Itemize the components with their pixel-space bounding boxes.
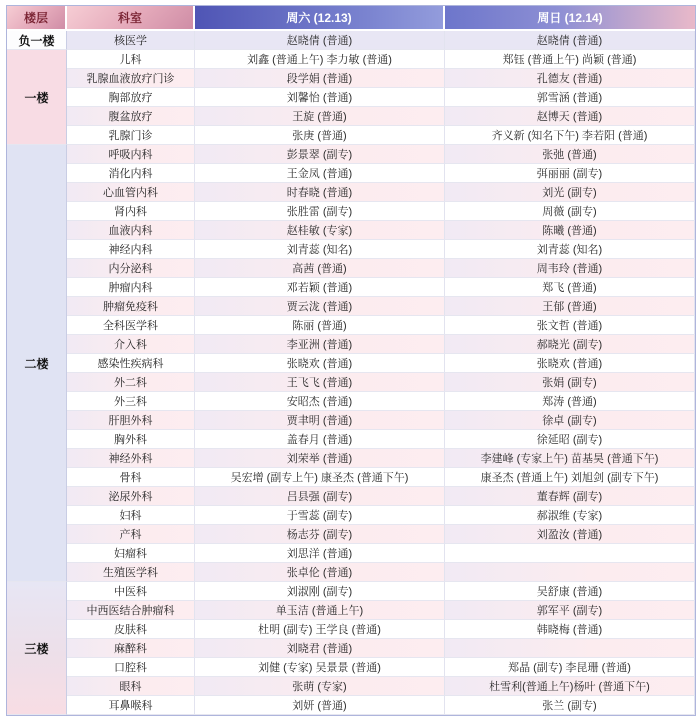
saturday-cell: 刘淑刚 (副专) xyxy=(195,582,445,601)
schedule-row xyxy=(7,69,695,88)
department-cell: 生殖医学科 xyxy=(67,563,195,582)
sunday-cell xyxy=(445,544,695,563)
saturday-cell: 张胜雷 (副专) xyxy=(195,202,445,221)
schedule-row xyxy=(7,259,695,278)
department-cell: 腹盆放疗 xyxy=(67,107,195,126)
sunday-cell: 赵博天 (普通) xyxy=(445,107,695,126)
saturday-cell: 刘荣举 (普通) xyxy=(195,449,445,468)
sunday-cell: 刘青蕊 (知名) xyxy=(445,240,695,259)
schedule-row xyxy=(7,240,695,259)
schedule-row xyxy=(7,658,695,677)
sunday-cell: 王郁 (普通) xyxy=(445,297,695,316)
schedule-row xyxy=(7,525,695,544)
saturday-cell: 段学娟 (普通) xyxy=(195,69,445,88)
department-cell: 心血管内科 xyxy=(67,183,195,202)
sunday-cell: 徐延昭 (副专) xyxy=(445,430,695,449)
sunday-cell xyxy=(445,639,695,658)
sunday-cell: 郑晶 (副专) 李昆珊 (普通) xyxy=(445,658,695,677)
schedule-row xyxy=(7,31,695,50)
schedule-row xyxy=(7,430,695,449)
sunday-cell: 孔德友 (普通) xyxy=(445,69,695,88)
sunday-cell: 郭雪涵 (普通) xyxy=(445,88,695,107)
saturday-cell: 王金凤 (普通) xyxy=(195,164,445,183)
sunday-cell: 郑涛 (普通) xyxy=(445,392,695,411)
schedule-row xyxy=(7,544,695,563)
floor-cell: 一楼 xyxy=(7,50,67,145)
schedule-row xyxy=(7,468,695,487)
sunday-cell: 张娟 (副专) xyxy=(445,373,695,392)
header-department: 科室 xyxy=(67,6,195,31)
saturday-cell: 赵晓倩 (普通) xyxy=(195,31,445,50)
saturday-cell: 邓若颖 (普通) xyxy=(195,278,445,297)
sunday-cell: 刘盈汝 (普通) xyxy=(445,525,695,544)
saturday-cell: 刘青蕊 (知名) xyxy=(195,240,445,259)
header-saturday: 周六 (12.13) xyxy=(195,6,445,31)
schedule-row xyxy=(7,620,695,639)
department-cell: 皮肤科 xyxy=(67,620,195,639)
sunday-cell: 韩晓梅 (普通) xyxy=(445,620,695,639)
schedule-row xyxy=(7,487,695,506)
schedule-row xyxy=(7,183,695,202)
department-cell: 妇科 xyxy=(67,506,195,525)
saturday-cell: 于雪蕊 (副专) xyxy=(195,506,445,525)
department-cell: 麻醉科 xyxy=(67,639,195,658)
department-cell: 中医科 xyxy=(67,582,195,601)
department-cell: 眼科 xyxy=(67,677,195,696)
sunday-cell: 郑钰 (普通上午) 尚颖 (普通) xyxy=(445,50,695,69)
saturday-cell: 杨志芬 (副专) xyxy=(195,525,445,544)
schedule-row xyxy=(7,373,695,392)
schedule-row xyxy=(7,126,695,145)
header-sunday: 周日 (12.14) xyxy=(445,6,695,31)
schedule-row xyxy=(7,297,695,316)
department-cell: 神经内科 xyxy=(67,240,195,259)
schedule-row xyxy=(7,639,695,658)
schedule-row xyxy=(7,88,695,107)
department-cell: 外三科 xyxy=(67,392,195,411)
sunday-cell: 董春辉 (副专) xyxy=(445,487,695,506)
schedule-row xyxy=(7,506,695,525)
floor-cell: 三楼 xyxy=(7,582,67,715)
department-cell: 神经外科 xyxy=(67,449,195,468)
saturday-cell: 吕县强 (副专) xyxy=(195,487,445,506)
sunday-cell: 张晓欢 (普通) xyxy=(445,354,695,373)
schedule-row xyxy=(7,107,695,126)
sunday-cell: 李建峰 (专家上午) 苗基昊 (普通下午) xyxy=(445,449,695,468)
sunday-cell: 郑飞 (普通) xyxy=(445,278,695,297)
schedule-row xyxy=(7,563,695,582)
department-cell: 介入科 xyxy=(67,335,195,354)
schedule-row xyxy=(7,696,695,715)
schedule-row xyxy=(7,278,695,297)
department-cell: 全科医学科 xyxy=(67,316,195,335)
sunday-cell: 张弛 (普通) xyxy=(445,145,695,164)
sunday-cell: 郭军平 (副专) xyxy=(445,601,695,620)
schedule-row xyxy=(7,202,695,221)
schedule-row xyxy=(7,582,695,601)
sunday-cell: 张文哲 (普通) xyxy=(445,316,695,335)
department-cell: 消化内科 xyxy=(67,164,195,183)
department-cell: 骨科 xyxy=(67,468,195,487)
saturday-cell: 刘鑫 (普通上午) 李力敏 (普通) xyxy=(195,50,445,69)
schedule-row xyxy=(7,164,695,183)
department-cell: 乳腺血液放疗门诊 xyxy=(67,69,195,88)
saturday-cell: 张晓欢 (普通) xyxy=(195,354,445,373)
sunday-cell: 陈曦 (普通) xyxy=(445,221,695,240)
department-cell: 产科 xyxy=(67,525,195,544)
schedule-table xyxy=(6,5,696,716)
saturday-cell: 贾聿明 (普通) xyxy=(195,411,445,430)
saturday-cell: 安昭杰 (普通) xyxy=(195,392,445,411)
saturday-cell: 王旋 (普通) xyxy=(195,107,445,126)
sunday-cell: 郝晓光 (副专) xyxy=(445,335,695,354)
saturday-cell: 刘妍 (普通) xyxy=(195,696,445,715)
schedule-row xyxy=(7,601,695,620)
saturday-cell: 时春晓 (普通) xyxy=(195,183,445,202)
saturday-cell: 贾云泷 (普通) xyxy=(195,297,445,316)
schedule-row xyxy=(7,50,695,69)
schedule-row xyxy=(7,354,695,373)
saturday-cell: 杜明 (副专) 王学良 (普通) xyxy=(195,620,445,639)
department-cell: 口腔科 xyxy=(67,658,195,677)
department-cell: 乳腺门诊 xyxy=(67,126,195,145)
saturday-cell: 刘健 (专家) 吴景景 (普通) xyxy=(195,658,445,677)
schedule-row xyxy=(7,221,695,240)
schedule-row xyxy=(7,316,695,335)
saturday-cell: 陈丽 (普通) xyxy=(195,316,445,335)
schedule-table-body xyxy=(7,31,695,715)
department-cell: 妇瘤科 xyxy=(67,544,195,563)
header-floor: 楼层 xyxy=(7,6,67,31)
department-cell: 泌尿外科 xyxy=(67,487,195,506)
saturday-cell: 王飞飞 (普通) xyxy=(195,373,445,392)
saturday-cell: 刘晓君 (普通) xyxy=(195,639,445,658)
header-row xyxy=(7,6,695,31)
department-cell: 内分泌科 xyxy=(67,259,195,278)
saturday-cell: 刘馨怡 (普通) xyxy=(195,88,445,107)
department-cell: 胸部放疗 xyxy=(67,88,195,107)
sunday-cell: 周薇 (副专) xyxy=(445,202,695,221)
schedule-row xyxy=(7,449,695,468)
sunday-cell: 周韦玲 (普通) xyxy=(445,259,695,278)
sunday-cell: 吴舒康 (普通) xyxy=(445,582,695,601)
saturday-cell: 刘思洋 (普通) xyxy=(195,544,445,563)
sunday-cell: 徐卓 (副专) xyxy=(445,411,695,430)
schedule-row xyxy=(7,392,695,411)
sunday-cell: 弭丽丽 (副专) xyxy=(445,164,695,183)
schedule-row xyxy=(7,411,695,430)
schedule-row xyxy=(7,335,695,354)
department-cell: 耳鼻喉科 xyxy=(67,696,195,715)
department-cell: 感染性疾病科 xyxy=(67,354,195,373)
department-cell: 肿瘤免疫科 xyxy=(67,297,195,316)
department-cell: 肝胆外科 xyxy=(67,411,195,430)
schedule-row xyxy=(7,145,695,164)
department-cell: 核医学 xyxy=(67,31,195,50)
sunday-cell: 郝淑维 (专家) xyxy=(445,506,695,525)
sunday-cell: 张兰 (副专) xyxy=(445,696,695,715)
department-cell: 儿科 xyxy=(67,50,195,69)
floor-cell: 二楼 xyxy=(7,145,67,582)
floor-cell: 负一楼 xyxy=(7,31,67,50)
department-cell: 血液内科 xyxy=(67,221,195,240)
saturday-cell: 李亚洲 (普通) xyxy=(195,335,445,354)
sunday-cell: 齐义新 (知名下午) 李若阳 (普通) xyxy=(445,126,695,145)
department-cell: 外二科 xyxy=(67,373,195,392)
saturday-cell: 张卓伦 (普通) xyxy=(195,563,445,582)
saturday-cell: 赵桂敏 (专家) xyxy=(195,221,445,240)
saturday-cell: 盖春月 (普通) xyxy=(195,430,445,449)
saturday-cell: 彭景翠 (副专) xyxy=(195,145,445,164)
saturday-cell: 吴宏增 (副专上午) 康圣杰 (普通下午) xyxy=(195,468,445,487)
department-cell: 肾内科 xyxy=(67,202,195,221)
department-cell: 呼吸内科 xyxy=(67,145,195,164)
saturday-cell: 张庚 (普通) xyxy=(195,126,445,145)
sunday-cell: 赵晓倩 (普通) xyxy=(445,31,695,50)
saturday-cell: 高茜 (普通) xyxy=(195,259,445,278)
sunday-cell: 康圣杰 (普通上午) 刘旭剑 (副专下午) xyxy=(445,468,695,487)
saturday-cell: 张萌 (专家) xyxy=(195,677,445,696)
department-cell: 中西医结合肿瘤科 xyxy=(67,601,195,620)
saturday-cell: 单玉洁 (普通上午) xyxy=(195,601,445,620)
department-cell: 胸外科 xyxy=(67,430,195,449)
department-cell: 肿瘤内科 xyxy=(67,278,195,297)
sunday-cell: 杜雪利(普通上午)杨叶 (普通下午) xyxy=(445,677,695,696)
sunday-cell xyxy=(445,563,695,582)
sunday-cell: 刘光 (副专) xyxy=(445,183,695,202)
